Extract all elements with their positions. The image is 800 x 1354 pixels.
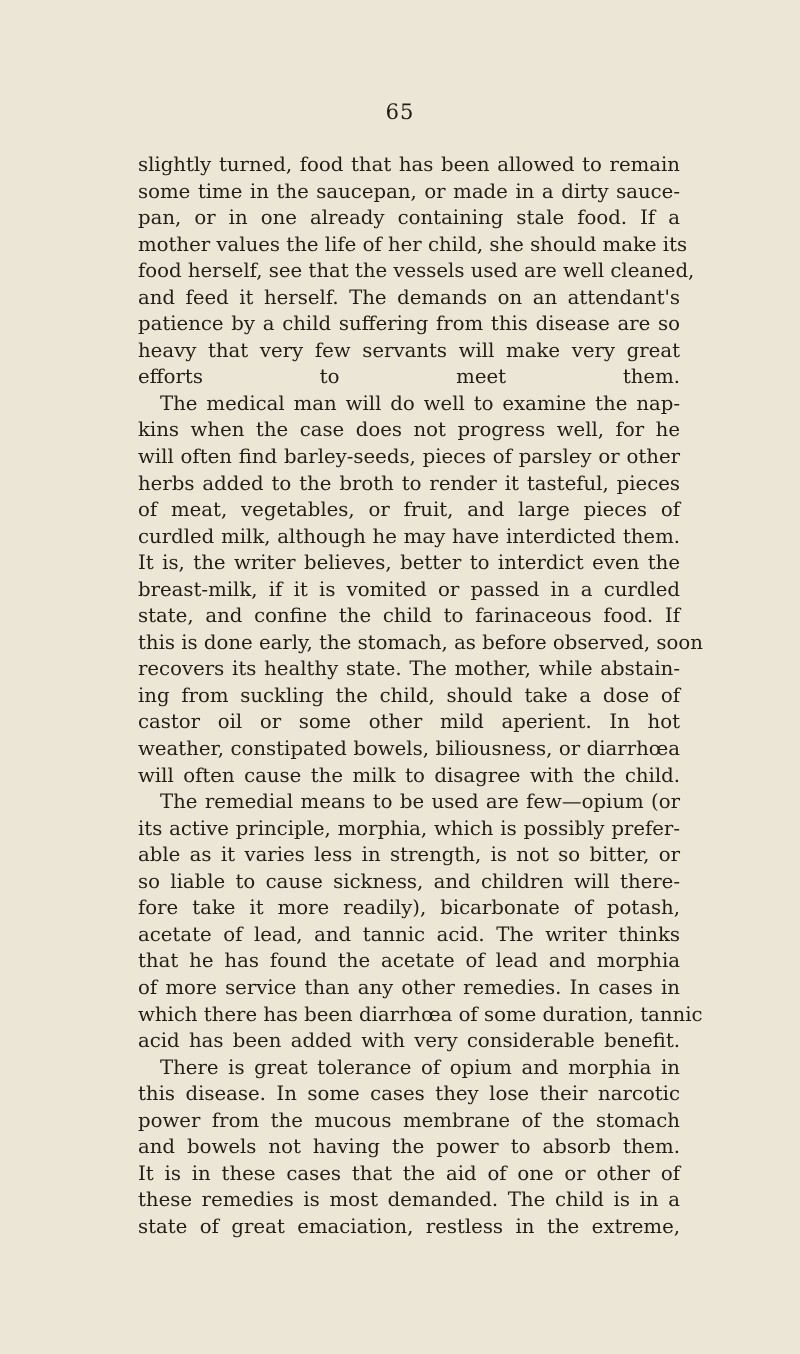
text-line: The remedial means to be used are few—opium (or — [160, 790, 680, 814]
text-line: recovers its healthy state. The mother, while abstain- — [138, 657, 680, 681]
text-line: herbs added to the broth to render it tasteful, pieces — [138, 471, 680, 495]
text-line: which there has been diarrhœa of some duration, tannic — [138, 1002, 703, 1026]
text-line: so liable to cause sickness, and children will there- — [138, 869, 680, 893]
text-line: It is in these cases that the aid of one or other of — [138, 1161, 680, 1185]
page-number: 65 — [385, 100, 415, 124]
text-line: these remedies is most demanded. The child is in a — [138, 1188, 680, 1212]
text-line: heavy that very few servants will make very great — [138, 338, 680, 362]
text-line: that he has found the acetate of lead and morphia — [138, 949, 680, 973]
text-line: acid has been added with very considerable benefit. — [138, 1029, 680, 1053]
text-line: breast-milk, if it is vomited or passed in a curdled — [138, 577, 680, 601]
text-line: state, and confine the child to farinaceous food. If — [138, 604, 680, 628]
text-line: state of great emaciation, restless in the extreme, — [138, 1214, 680, 1238]
text-line: kins when the case does not progress well, for he — [138, 418, 680, 442]
text-line: its active principle, morphia, which is possibly prefer- — [138, 816, 680, 840]
text-line: will often cause the milk to disagree with the child. — [138, 763, 680, 787]
text-line: mother values the life of her child, she should make its — [138, 232, 688, 256]
text-line: ing from suckling the child, should take a dose of — [138, 683, 680, 707]
text-line: of meat, vegetables, or fruit, and large pieces of — [138, 498, 680, 522]
text-line: efforts to meet them. — [138, 365, 680, 389]
text-line: this disease. In some cases they lose their narcotic — [138, 1082, 680, 1106]
text-line: some time in the saucepan, or made in a dirty sauce- — [138, 179, 680, 203]
text-line: food herself, see that the vessels used are well cleaned, — [138, 259, 695, 283]
text-line: this is done early, the stomach, as before observed, soon — [138, 630, 703, 654]
text-line: It is, the writer believes, better to interdict even the — [138, 551, 680, 575]
body-text — [138, 152, 703, 1240]
text-line: The medical man will do well to examine the nap- — [160, 391, 680, 415]
text-line: of more service than any other remedies. In cases in — [138, 975, 680, 999]
text-line: power from the mucous membrane of the stomach — [138, 1108, 680, 1132]
text-line: There is great tolerance of opium and morphia in — [160, 1055, 680, 1079]
text-line: castor oil or some other mild aperient. In hot — [138, 710, 680, 734]
text-line: weather, constipated bowels, biliousness, or diarrhœa — [138, 737, 680, 761]
text-line: slightly turned, food that has been allowed to remain — [138, 153, 680, 176]
text-line: fore take it more readily), bicarbonate of potash, — [138, 896, 680, 920]
text-line: pan, or in one already containing stale food. If a — [138, 206, 680, 230]
text-line: able as it varies less in strength, is not so bitter, or — [138, 843, 680, 867]
text-line: curdled milk, although he may have interdicted them. — [138, 524, 680, 548]
text-line: will often find barley-seeds, pieces of parsley or other — [138, 445, 680, 469]
text-line: and feed it herself. The demands on an attendant's — [138, 285, 680, 309]
text-line: and bowels not having the power to absorb them. — [138, 1135, 680, 1159]
text-line: patience by a child suffering from this disease are so — [138, 312, 680, 336]
text-line: acetate of lead, and tannic acid. The writer thinks — [138, 922, 680, 946]
